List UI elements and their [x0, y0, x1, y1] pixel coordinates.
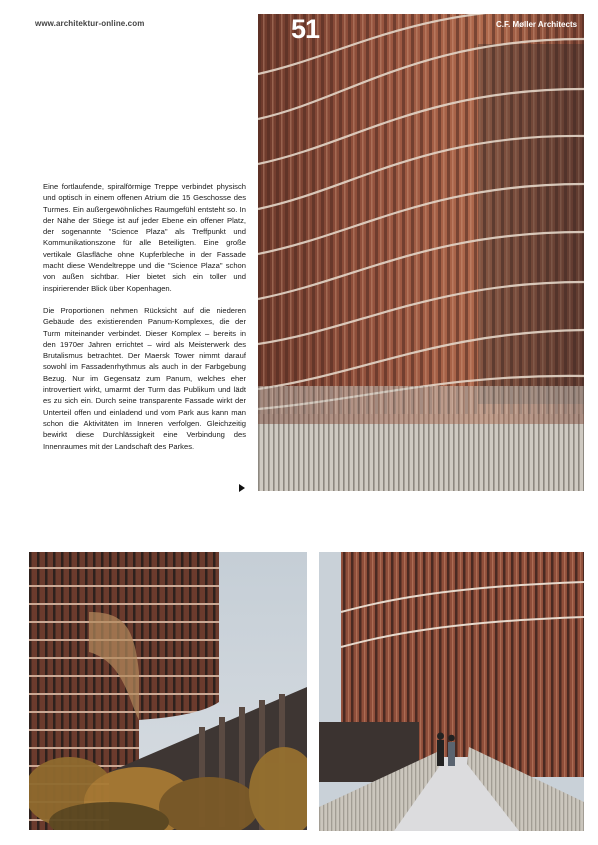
- bridge-photo: [319, 552, 584, 831]
- facade-photo-main: [258, 14, 584, 491]
- continue-arrow-icon: [239, 484, 245, 492]
- tower-park-photo: [29, 552, 307, 830]
- page-number: 51: [291, 14, 320, 44]
- article-paragraph-1: Eine fortlaufende, spiralförmige Treppe verbindet physisch und optisch in einem offenen Atrium die 15 Geschosse des Turmes. Ein außergewöhnliches Raumgefühl entsteht so. In der Nähe der Stiege ist auf jeder Ebene ein offener Platz, der sogenannte "Science Plaza" als Treffpunkt und Kommunikationszone für alle Beteiligten. Eine große vertikale Glasfläche ohne Kupferbleche in der Fassade macht diese Wendeltreppe und die "Science Plaza" schon von außen sichtbar. Hier bietet sich ein toller und inspirierender Blick über Kopenhagen.: [43, 182, 246, 293]
- site-url: www.architektur-online.com: [35, 19, 145, 28]
- article-body: [43, 181, 246, 463]
- architect-credit: C.F. Møller Architects: [496, 20, 578, 29]
- article-paragraph-2: Die Proportionen nehmen Rücksicht auf die niederen Gebäude des existierenden Panum-Komplexes, die der Turm miteinander verbindet. Dieser Komplex – bereits in den 1970er Jahren errichtet – wird als Meisterwerk des Brutalismus betrachtet. Der Maersk Tower nimmt darauf sowohl im Fassadenrhythmus als auch in der Farbgebung Bezug. Nur im Gegensatz zum Panum, welches eher introvertiert wirkt, umarmt der Turm das Publikum und lädt es zu sich ein. Durch seine transparente Fassade wirkt der Unterteil offen und einladend und vom Park aus kann man schon die Aktivitäten im Inneren verfolgen. Gleichzeitig bewirkt diese Durchlässigkeit eine Verbindung des Innenraumes mit der Landschaft des Parkes.: [43, 305, 246, 451]
